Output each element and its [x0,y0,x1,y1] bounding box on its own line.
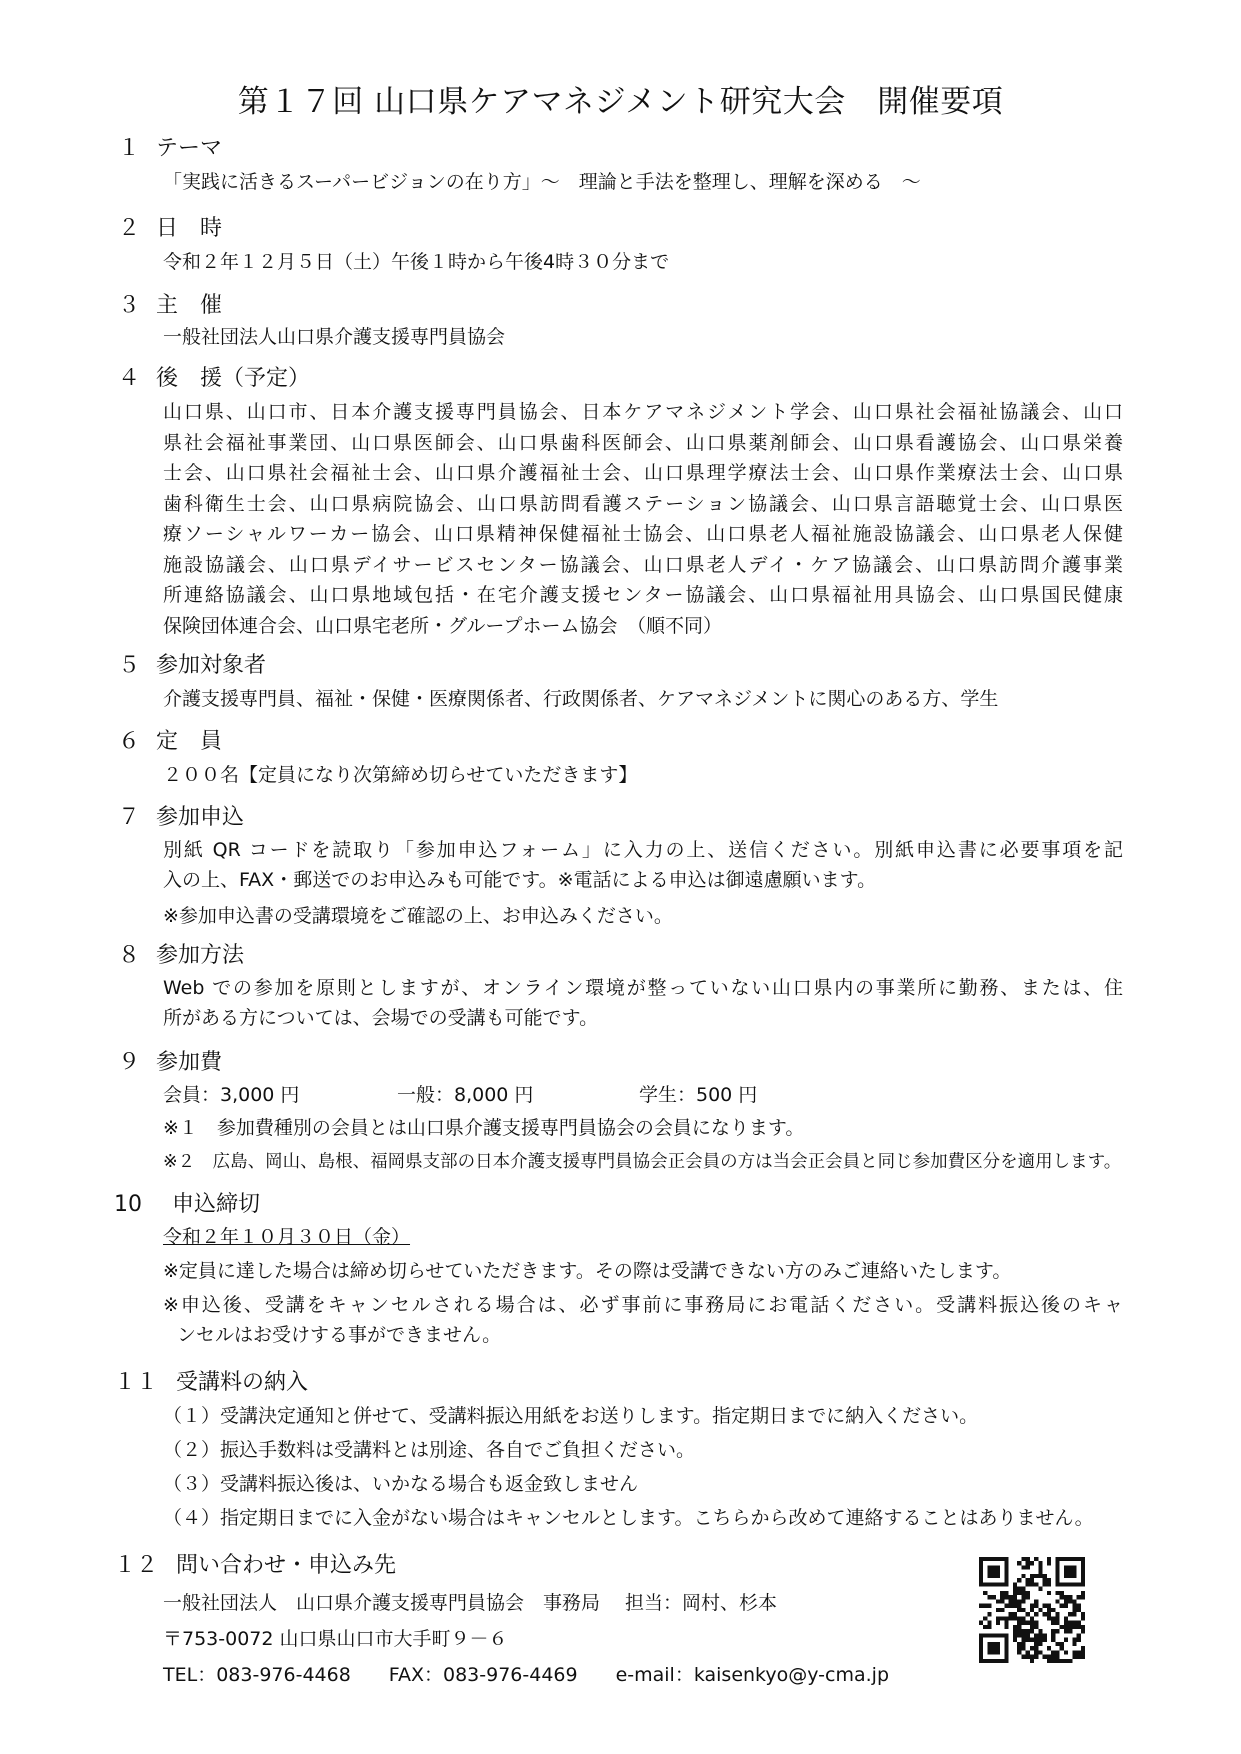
section-12-heading [114,1548,396,1579]
payment-item: （４）指定期日までに入金がない場合はキャンセルとします。こちらから改めて連絡することはありません。 [163,1507,1094,1529]
organizer-text: 一般社団法人山口県介護支援専門員協会 [163,326,506,348]
application-line: 別紙 QR コードを読取り「参加申込フォーム」に入力の上、送信ください。別紙申込書に必要事項を記 [163,839,1123,861]
section-title: 後 援（予定） [156,366,311,391]
section-title: 参加対象者 [156,653,267,678]
section-8-heading [118,938,244,969]
method-line: Web での参加を原則としますが、オンライン環境が整っていない山口県内の事業所に勤務、または、住 [163,977,1123,999]
application-line: 入の上、FAX・郵送でのお申込みも可能です。※電話による申込は御遠慮願います。 [163,869,877,891]
section-10-heading [114,1187,260,1218]
sponsor-line: 県社会福祉事業団、山口県医師会、山口県歯科医師会、山口県薬剤師会、山口県看護協会、山口県栄養 [163,431,1123,454]
section-number: ６ [118,729,141,754]
section-number: ８ [118,943,141,968]
fee-general: 一般：8,000 円 [397,1084,534,1106]
date-text: 令和２年１２月５日（土）午後１時から午後4時３０分まで [163,251,670,273]
document-title: 第１７回 山口県ケアマネジメント研究大会 開催要項 [237,84,1004,120]
section-title: 申込締切 [172,1192,261,1217]
section-10-body [163,1222,1123,1350]
sponsor-line: 士会、山口県社会福祉士会、山口県介護福祉士会、山口県理学療法士会、山口県作業療法士会、山口県 [163,462,1123,484]
payment-item: （１）受講決定通知と併せて、受講料振込用紙をお送りします。指定期日までに納入ください。 [163,1405,979,1427]
section-number: ５ [118,653,141,678]
section-1-body [163,167,1123,197]
qr-code-icon[interactable] [979,1557,1085,1663]
section-4-body [163,397,1123,641]
sponsor-line: 療ソーシャルワーカー協会、山口県精神保健福祉士協会、山口県老人福祉施設協議会、山口県老人保健 [163,523,1123,545]
section-2-heading [118,211,222,242]
section-title: テーマ [156,136,223,161]
section-7-body [163,835,1123,931]
sponsor-line: 施設協議会、山口県デイサービスセンター協議会、山口県老人デイ・ケア協議会、山口県訪問介護事業 [163,553,1123,576]
section-title: 受講料の納入 [176,1370,309,1395]
sponsor-line: 所連絡協議会、山口県地域包括・在宅介護支援センター協議会、山口県福祉用具協会、山口県国民健康 [163,584,1123,606]
section-1-heading [118,131,222,162]
section-title: 参加費 [156,1050,223,1075]
deadline-note: ※定員に達した場合は締め切らせていただきます。その際は受講できない方のみご連絡いたします。 [163,1260,1012,1282]
section-number: １１ [114,1370,159,1395]
section-title: 問い合わせ・申込み先 [176,1553,397,1578]
fee-student: 学生：500 円 [639,1084,758,1106]
sponsor-line: 歯科衛生士会、山口県病院協会、山口県訪問看護ステーション協議会、山口県言語聴覚士会、山口県医 [163,492,1123,515]
section-6-body [163,760,1123,790]
fee-row [163,1080,1123,1110]
section-number: ３ [118,293,141,318]
section-4-heading [118,361,310,392]
method-line: 所がある方については、会場での受講も可能です。 [163,1007,599,1029]
section-title: 日 時 [156,216,223,241]
section-number: １ [118,136,141,161]
section-title: 参加方法 [156,943,245,968]
section-title: 定 員 [156,729,223,754]
deadline-note: ※申込後、受講をキャンセルされる場合は、必ず事前に事務局にお電話ください。受講料振込後のキャ [163,1294,1123,1316]
section-8-body [163,973,1123,1033]
contact-organization: 一般社団法人 山口県介護支援専門員協会 事務局 担当：岡村、杉本 [163,1592,778,1614]
fee-note: ※１ 参加費種別の会員とは山口県介護支援専門員協会の会員になります。 [163,1117,805,1139]
payment-item: （２）振込手数料は受講料とは別途、各自でご負担ください。 [163,1439,696,1461]
section-6-heading [118,724,222,755]
fee-note: ※２ 広島、岡山、島根、福岡県支部の日本介護支援専門員協会正会員の方は当会正会員と同じ参加費区分を適用します。 [163,1152,1122,1172]
section-3-heading [118,288,222,319]
section-title: 参加申込 [156,805,245,830]
sponsor-line: 保険団体連合会、山口県宅老所・グループホーム協会 （順不同） [163,614,722,637]
section-9-heading [118,1045,222,1076]
application-note: ※参加申込書の受講環境をご確認の上、お申込みください。 [163,905,673,927]
contact-address: 〒753-0072 山口県山口市大手町９－６ [163,1628,508,1650]
section-number: ９ [118,1050,141,1075]
section-2-body [163,247,1123,277]
section-number: ７ [118,805,141,830]
sponsor-line: 山口県、山口市、日本介護支援専門員協会、日本ケアマネジメント学会、山口県社会福祉協議会、山口 [163,401,1123,423]
deadline-note: ンセルはお受けする事ができません。 [177,1324,502,1346]
section-number: ４ [118,366,141,391]
theme-text: 「実践に活きるスーパービジョンの在り方」～ 理論と手法を整理し、理解を深める ～ [163,171,921,193]
payment-item: （３）受講料振込後は、いかなる場合も返金致しません [163,1473,639,1495]
deadline-date: 令和２年１０月３０日（金） [163,1226,411,1248]
section-11-heading [114,1365,308,1396]
target-text: 介護支援専門員、福祉・保健・医療関係者、行政関係者、ケアマネジメントに関心のある方、学生 [163,688,999,710]
section-7-heading [118,800,244,831]
section-5-body [163,684,1123,714]
fee-member: 会員：3,000 円 [163,1084,300,1106]
section-title: 主 催 [156,293,223,318]
section-9-body [163,1080,1123,1177]
capacity-text: ２００名【定員になり次第締め切らせていただきます】 [163,764,638,786]
section-number: 10 [114,1192,142,1217]
contact-phone-email[interactable]: TEL：083-976-4468 FAX：083-976-4469 e-mail：kaisenkyo@y-cma.jp [163,1664,889,1686]
section-11-body [163,1399,1123,1535]
section-number: １２ [114,1553,159,1578]
section-5-heading [118,648,266,679]
section-3-body [163,322,1123,352]
section-number: ２ [118,216,141,241]
